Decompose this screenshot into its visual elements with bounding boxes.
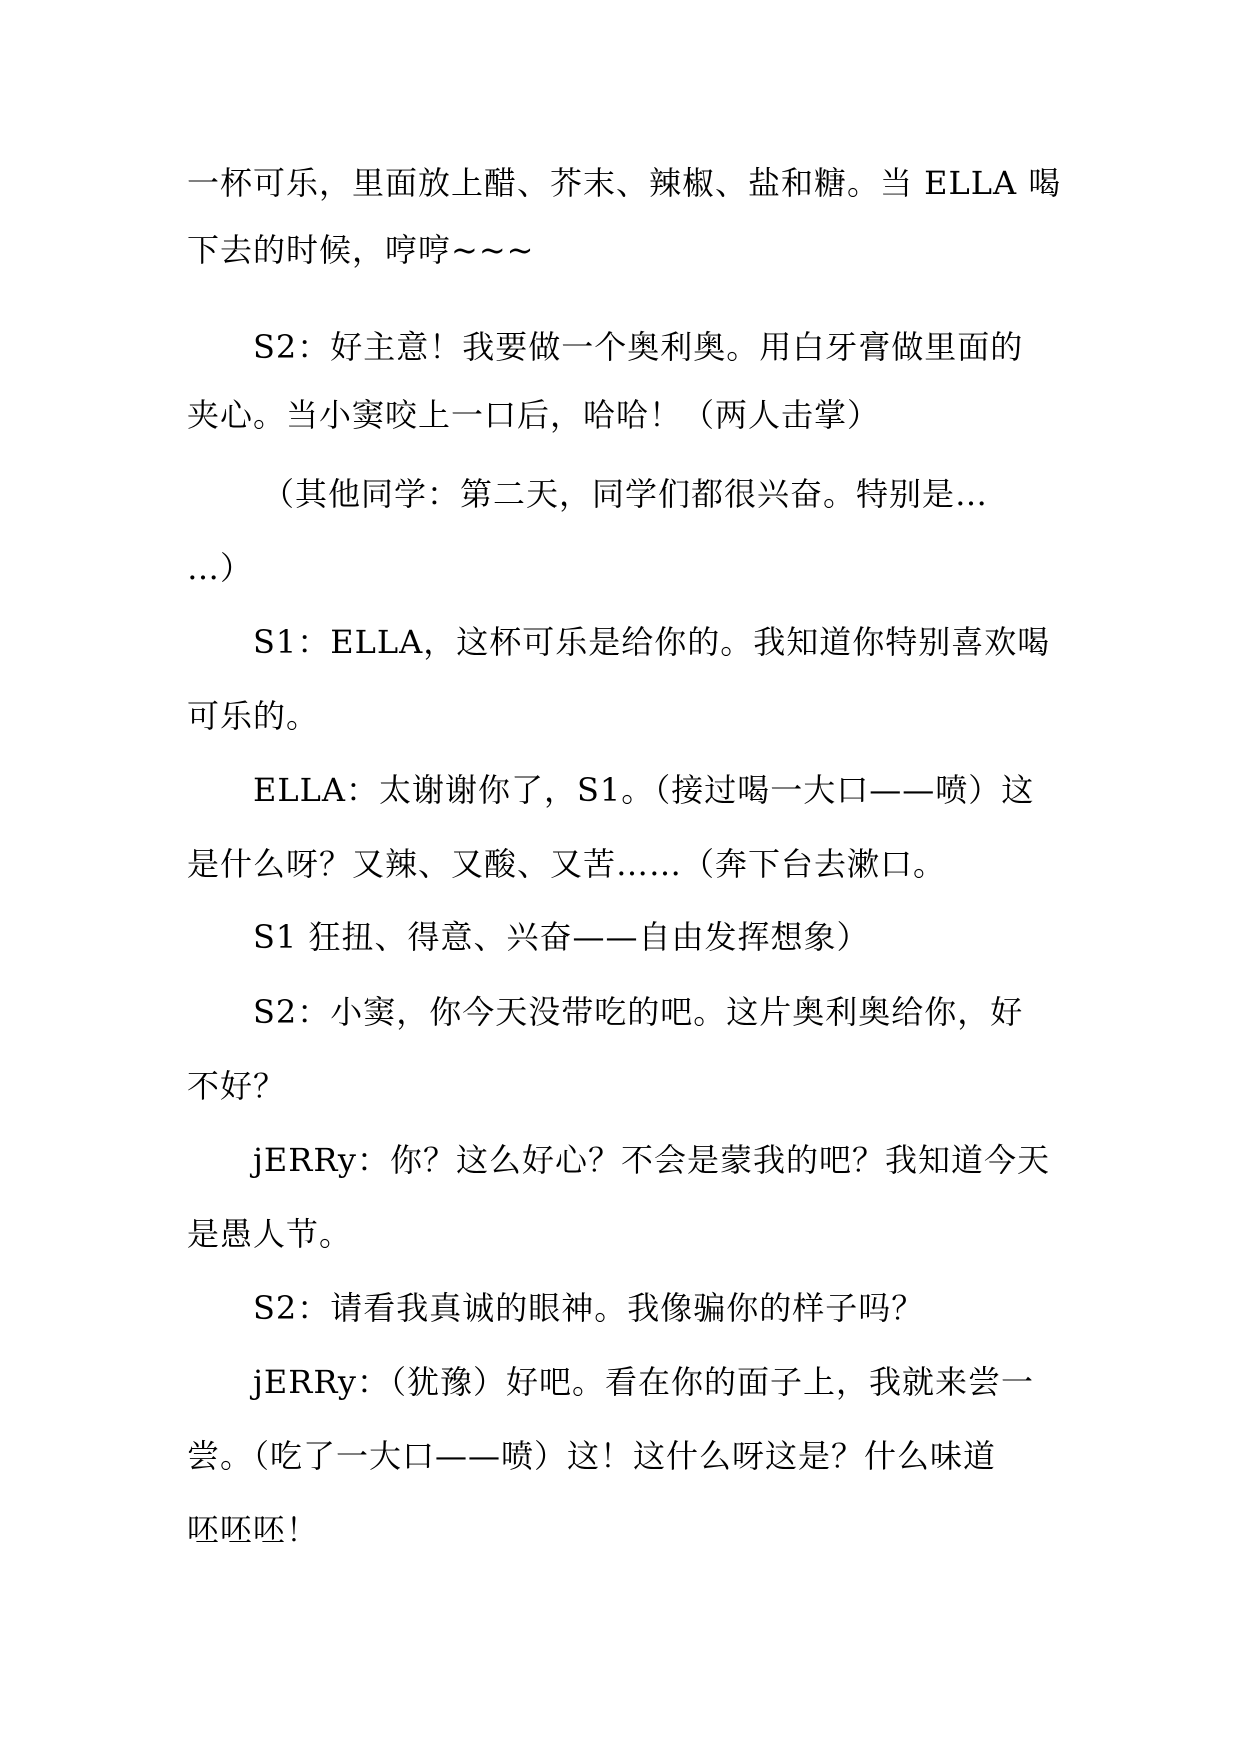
- text-line: jERRy：你？这么好心？不会是蒙我的吧？我知道今天: [253, 1141, 1050, 1179]
- text-line: 尝。（吃了一大口——喷）这！这什么呀这是？什么味道: [187, 1437, 997, 1475]
- text-line: 是什么呀？又辣、又酸、又苦……（奔下台去漱口。: [187, 845, 947, 883]
- text-line: S1 狂扭、得意、兴奋——自由发挥想象）: [253, 918, 870, 956]
- text-line: 夹心。当小窦咬上一口后，哈哈！（两人击掌）: [187, 396, 881, 434]
- text-line: jERRy：（犹豫）好吧。看在你的面子上，我就来尝一: [253, 1363, 1034, 1401]
- text-line: …）: [187, 549, 254, 587]
- text-line: S2：小窦，你今天没带吃的吧。这片奥利奥给你，好: [253, 993, 1024, 1031]
- text-line: 下去的时候，哼哼~~~: [187, 231, 535, 269]
- text-line: 不好？: [187, 1067, 287, 1105]
- text-line: 是愚人节。: [187, 1215, 353, 1253]
- text-line: 可乐的。: [187, 697, 320, 735]
- text-line: 一杯可乐，里面放上醋、芥末、辣椒、盐和糖。当 ELLA 喝: [187, 164, 1062, 202]
- text-line: ELLA：太谢谢你了，S1。（接过喝一大口——喷）这: [253, 771, 1035, 809]
- text-line: （其他同学：第二天，同学们都很兴奋。特别是…: [262, 475, 989, 513]
- text-line: S1：ELLA，这杯可乐是给你的。我知道你特别喜欢喝: [253, 623, 1051, 661]
- text-line: 呸呸呸！: [187, 1511, 320, 1549]
- text-line: S2：好主意！我要做一个奥利奥。用白牙膏做里面的: [253, 328, 1024, 366]
- text-line: S2：请看我真诚的眼神。我像骗你的样子吗？: [253, 1289, 925, 1327]
